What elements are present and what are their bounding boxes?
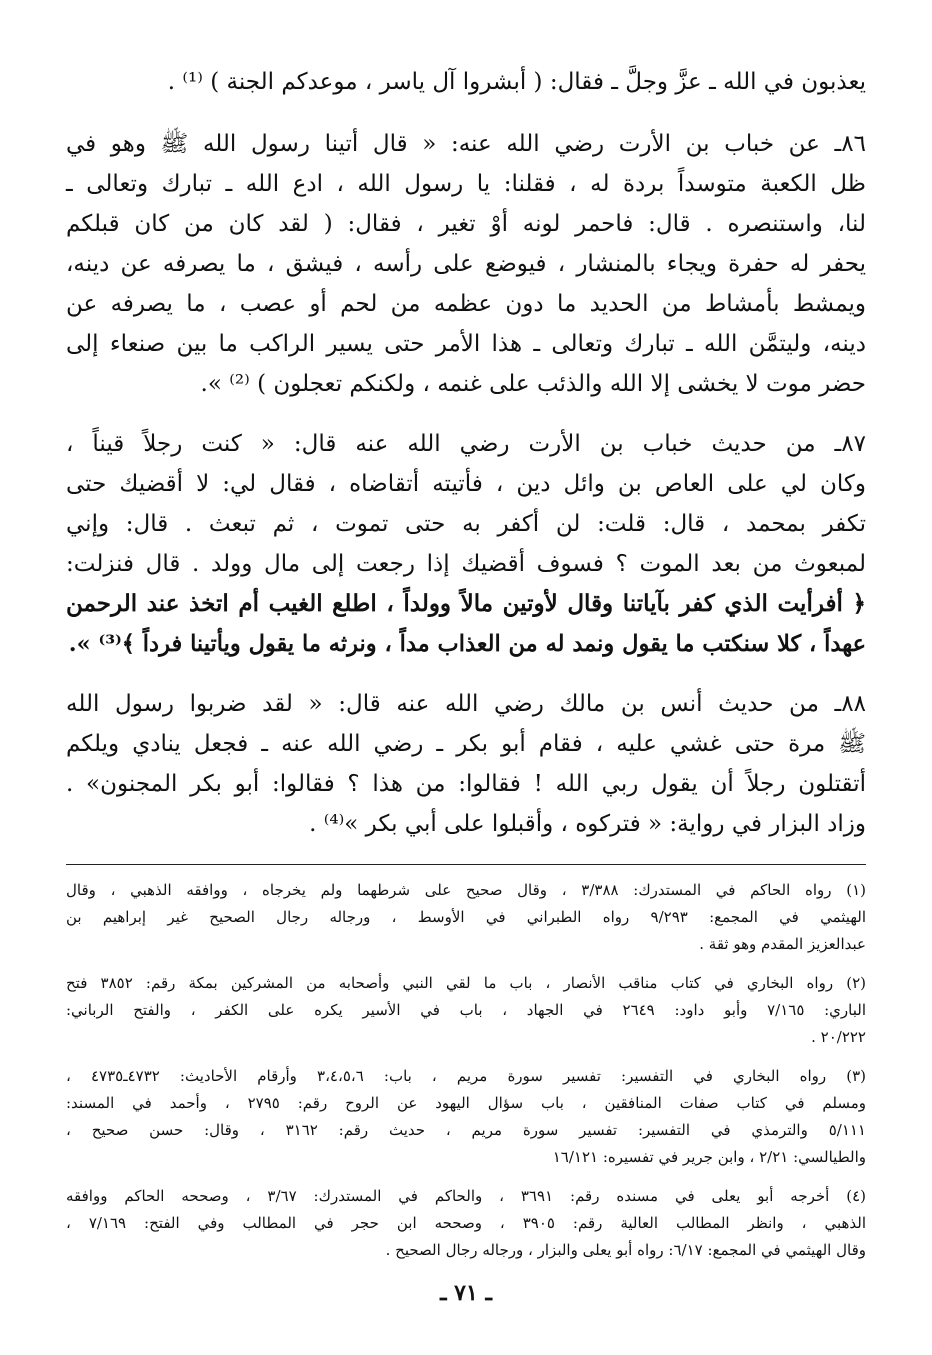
text-line: يعذبون في الله ـ عزَّ وجلَّ ـ فقال: ( أبشروا آل ياسر ، موعدكم الجنة ) ⁽¹⁾ .	[167, 69, 866, 95]
text-line: لمبعوث من بعد الموت ؟ فسوف أقضيك إذا رجعت إلى مال وولد . قال فنزلت:	[66, 551, 867, 577]
page-number: ـ ٧١ ـ	[440, 1280, 492, 1306]
hadith-continuation	[66, 62, 866, 102]
footnote-line: الذهبي ، وانظر المطالب العالية رقم: ٣٩٠٥ ، وصححه ابن حجر في المطالب وفي الفتح: ٧/١٦٩ ،	[66, 1214, 867, 1232]
text-line: ٨٨ـ من حديث أنس بن مالك رضي الله عنه قال: « لقد ضربوا رسول الله	[66, 691, 866, 717]
footnote-line: الباري: ٧/١٦٥ وأبو داود: ٢٦٤٩ في الجهاد ، باب في الأسير يكره على الكفر ، والفتح الرباني:	[66, 1001, 866, 1019]
text-line: ظل الكعبة متوسداً بردة له ، فقلنا: يا رسول الله ، ادع الله ـ تبارك وتعالى ـ	[66, 171, 866, 197]
text-line: وكان لي على العاص بن وائل دين ، فأتيته أتقاضاه ، فقال لي: لا أقضيك حتى	[66, 471, 866, 497]
text-line: ﷺ مرة حتى غشي عليه ، فقام أبو بكر ـ رضي الله عنه ـ فجعل ينادي ويلكم	[66, 731, 866, 757]
text-line: يحفر له حفرة ويجاء بالمنشار ، فيوضع على رأسه ، فيشق ، ما يصرفه عن دينه،	[66, 251, 866, 277]
footnote-3	[66, 1063, 866, 1171]
footnote-1	[66, 877, 866, 958]
footnote-2	[66, 970, 866, 1051]
footnote-line: الهيثمي في المجمع: ٩/٢٩٣ رواه الطبراني في الأوسط ، ورجاله رجال الصحيح غير إبراهيم بن	[66, 908, 866, 926]
footnotes	[66, 877, 866, 1264]
text-line: ويمشط بأمشاط من الحديد ما دون عظمه من لحم أو عصب ، ما يصرفه عن	[66, 291, 866, 317]
footnote-line: (١) رواه الحاكم في المستدرك: ٣/٣٨٨ ، وقال صحيح على شرطهما ولم يخرجاه ، ووافقه الذهبي ، وقال	[66, 881, 866, 899]
quran-verse-line: ﴿ أفرأيت الذي كفر بآياتنا وقال لأوتين مالاً وولداً ، اطلع الغيب أم اتخذ عند الرحمن	[66, 590, 866, 617]
footnote-4	[66, 1183, 866, 1264]
footnote-line: (٢) رواه البخاري في كتاب مناقب الأنصار ، باب ما لقي النبي وأصحابه من المشركين بمكة رقم: ٣٨٥٢ فتح	[66, 974, 866, 992]
hadith-87	[66, 424, 866, 664]
footnote-line: وقال الهيثمي في المجمع: ٦/١٧: رواه أبو يعلى والبزار ، ورجاله رجال الصحيح .	[385, 1241, 866, 1259]
footnote-line: ٢٠/٢٢٢ .	[811, 1028, 866, 1046]
text-line: دينه، وليتمَّن الله ـ تبارك وتعالى ـ هذا الأمر حتى يسير الراكب ما بين صنعاء إلى	[66, 331, 866, 357]
text-line: ٨٦ـ عن خباب بن الأرت رضي الله عنه: « قال أتينا رسول الله ﷺ وهو في	[66, 131, 866, 157]
footnote-line: ٥/١١١ والترمذي في التفسير: تفسير سورة مريم ، حديث رقم: ٣١٦٢ ، وقال: حسن صحيح ،	[66, 1121, 866, 1139]
hadith-88	[66, 684, 866, 844]
text-line: حضر موت لا يخشى إلا الله والذئب على غنمه ، ولكنكم تعجلون ) ⁽²⁾ ».	[200, 371, 866, 397]
text-line: وزاد البزار في رواية: « فتركوه ، وأقبلوا على أبي بكر »⁽⁴⁾ .	[309, 811, 866, 837]
footnote-line: والطيالسي: ٢/٢١ ، وابن جرير في تفسيره: ١٦/١٢١	[552, 1148, 866, 1166]
text-line: أتقتلون رجلاً أن يقول ربي الله ! فقالوا: من هذا ؟ فقالوا: أبو بكر المجنون» .	[66, 771, 866, 797]
text-line: ٨٧ـ من حديث خباب بن الأرت رضي الله عنه قال: « كنت رجلاً قيناً ،	[66, 431, 866, 457]
main-text	[66, 62, 866, 844]
text-line: تكفر بمحمد ، قال: قلت: لن أكفر به حتى تموت ، ثم تبعث . قال: وإني	[66, 511, 866, 537]
footnote-line: ومسلم في كتاب صفات المنافقين ، باب سؤال اليهود عن الروح رقم: ٢٧٩٥ ، وأحمد في المسند:	[66, 1094, 867, 1112]
footnote-line: (٣) رواه البخاري في التفسير: تفسير سورة مريم ، باب: ٣،٤،٥،٦ وأرقام الأحاديث: ٤٧٣٢ـ٤٧٣٥ ،	[66, 1067, 866, 1085]
hadith-86	[66, 124, 866, 404]
footnote-divider	[66, 864, 866, 865]
footnote-line: (٤) أخرجه أبو يعلى في مسنده رقم: ٣٦٩١ ، والحاكم في المستدرك: ٣/٦٧ ، وصححه الحاكم ووافقه	[66, 1187, 866, 1205]
footnote-line: عبدالعزيز المقدم وهو ثقة .	[699, 935, 866, 953]
quran-verse-line: عهداً ، كلا سنكتب ما يقول ونمد له من العذاب مداً ، ونرثه ما يقول ويأتينا فرداً ﴾⁽³⁾ ».	[68, 631, 866, 657]
text-line: لنا، واستنصره . قال: فاحمر لونه أوْ تغير ، فقال: ( لقد كان من كان قبلكم	[66, 211, 866, 237]
